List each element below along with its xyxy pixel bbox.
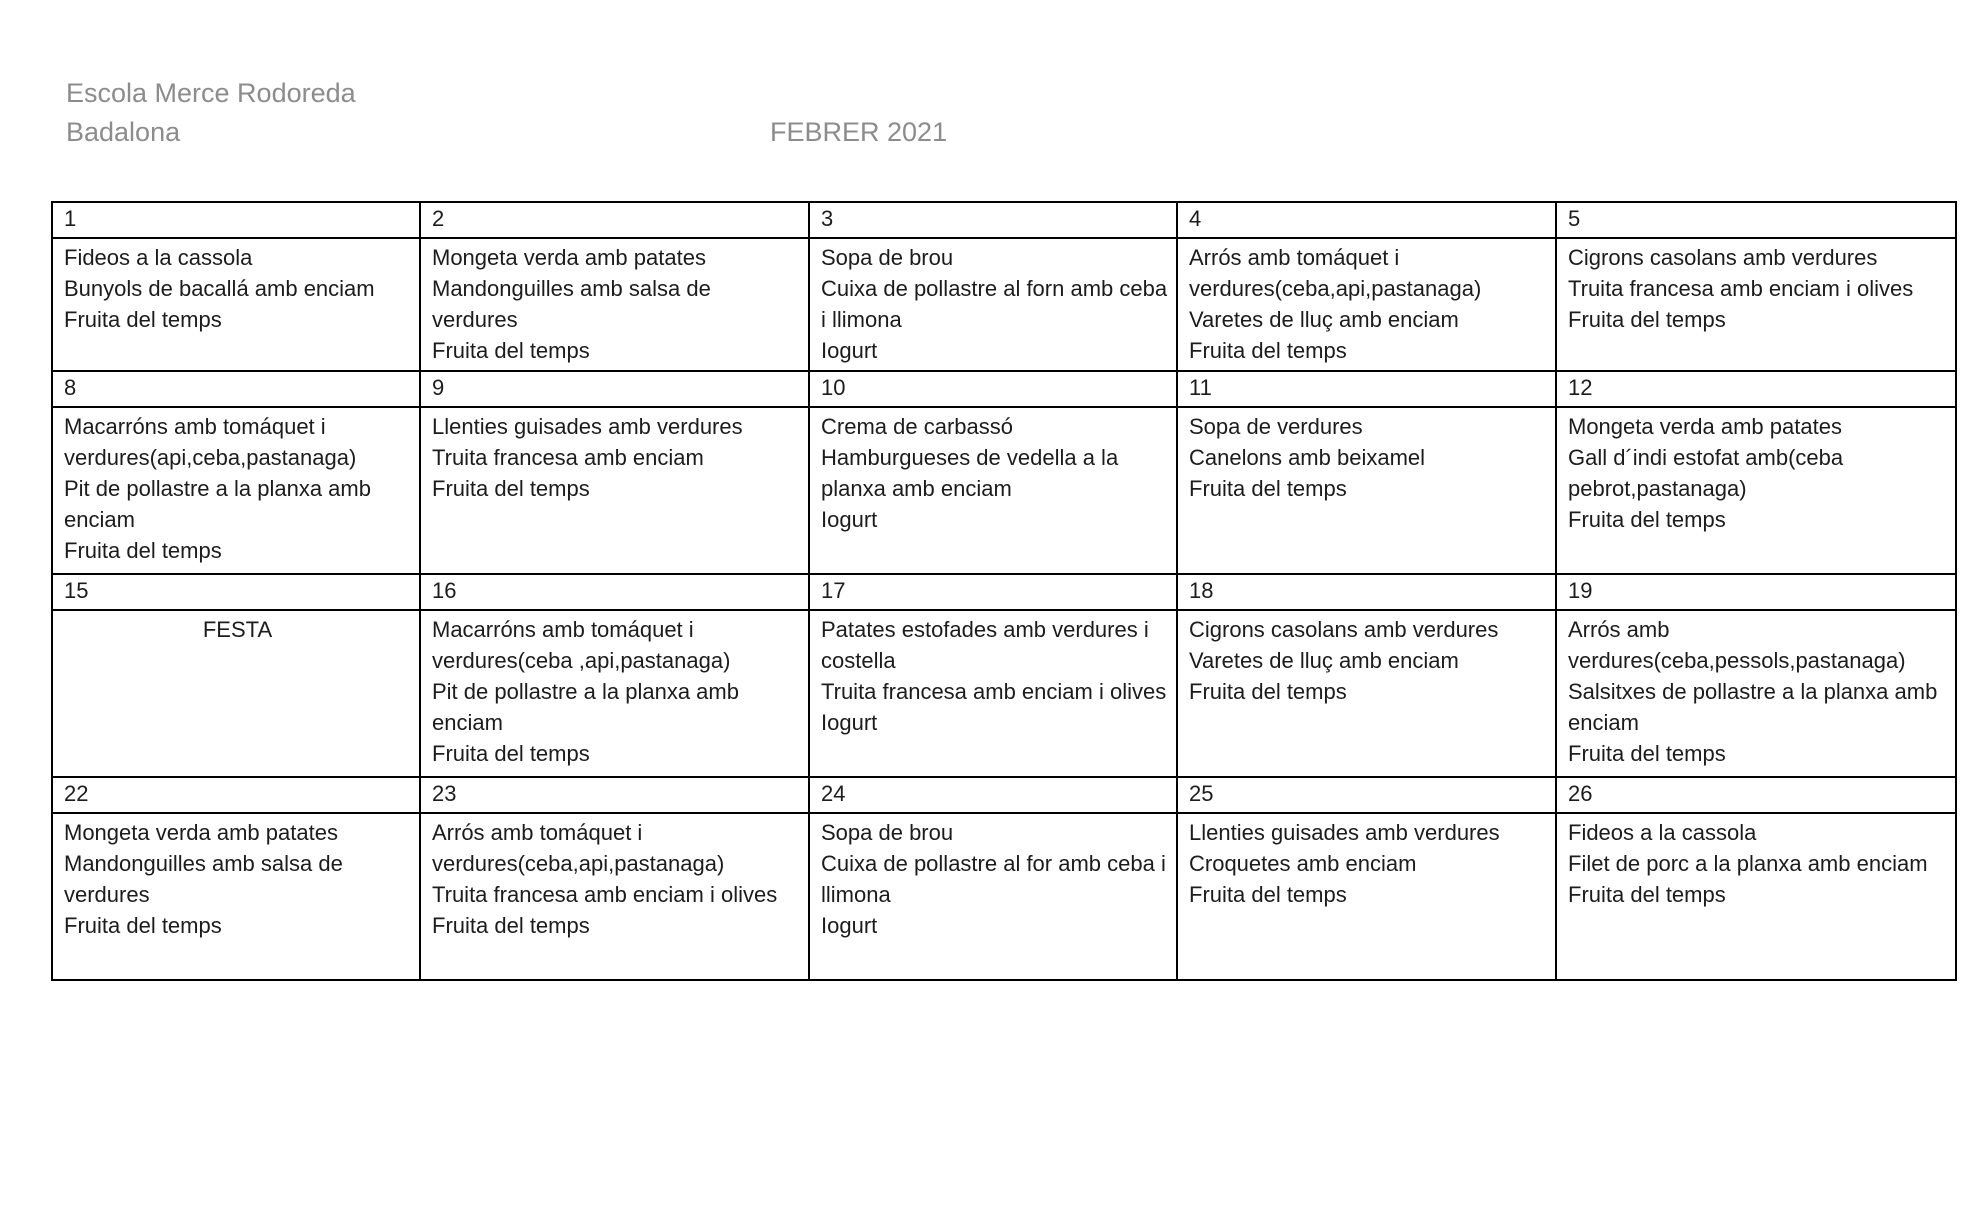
menu-item: Hamburgueses de vedella a la planxa amb enciam bbox=[821, 445, 1119, 501]
menu-cell-day9 bbox=[420, 407, 809, 574]
menu-item: Cuixa de pollastre al for amb ceba i llimona bbox=[821, 851, 1166, 907]
menu-item: Iogurt bbox=[821, 338, 878, 363]
menu-item: Fruita del temps bbox=[1568, 741, 1726, 766]
school-name: Escola Merce Rodoreda bbox=[66, 78, 356, 108]
menu-item: Macarróns amb tomáquet i verdures(api,ceba,pastanaga) bbox=[64, 414, 357, 470]
menu-item: Filet de porc a la planxa amb enciam bbox=[1568, 851, 1928, 876]
menu-item: Varetes de lluç amb enciam bbox=[1189, 648, 1459, 673]
menu-cell-day3 bbox=[809, 238, 1177, 371]
menu-cell-day2 bbox=[420, 238, 809, 371]
menu-cell-day4 bbox=[1177, 238, 1556, 371]
day-number-cell: 5 bbox=[1556, 202, 1956, 238]
day-number-cell: 24 bbox=[809, 777, 1177, 813]
menu-cell-day26 bbox=[1556, 813, 1956, 980]
menu-item: Fruita del temps bbox=[432, 338, 590, 363]
menu-item: Sopa de brou bbox=[821, 245, 954, 270]
menu-item: Varetes de lluç amb enciam bbox=[1189, 307, 1459, 332]
menu-cell-day17 bbox=[809, 610, 1177, 777]
menu-cell-day12 bbox=[1556, 407, 1956, 574]
menu-item: Salsitxes de pollastre a la planxa amb enciam bbox=[1568, 679, 1938, 735]
document-header bbox=[66, 74, 356, 152]
day-number-cell: 2 bbox=[420, 202, 809, 238]
menu-item: Fruita del temps bbox=[432, 913, 590, 938]
day-number-cell: 11 bbox=[1177, 371, 1556, 407]
day-number-cell: 18 bbox=[1177, 574, 1556, 610]
menu-item: Fruita del temps bbox=[64, 538, 222, 563]
day-number-cell: 25 bbox=[1177, 777, 1556, 813]
menu-item: Mandonguilles amb salsa de verdures bbox=[64, 851, 343, 907]
day-number-row-week3 bbox=[52, 574, 1956, 610]
menu-item: Pit de pollastre a la planxa amb enciam bbox=[64, 476, 371, 532]
day-number-cell: 23 bbox=[420, 777, 809, 813]
menu-item: Iogurt bbox=[821, 507, 878, 532]
menu-cell-day10 bbox=[809, 407, 1177, 574]
menu-item: Fruita del temps bbox=[1568, 507, 1726, 532]
menu-item: Sopa de verdures bbox=[1189, 414, 1363, 439]
day-number-cell: 4 bbox=[1177, 202, 1556, 238]
menu-item: Truita francesa amb enciam bbox=[432, 445, 704, 470]
day-number-cell: 3 bbox=[809, 202, 1177, 238]
day-number-cell: 9 bbox=[420, 371, 809, 407]
menu-cell-day15-festa bbox=[52, 610, 420, 777]
menu-item: Mongeta verda amb patates bbox=[432, 245, 706, 270]
menu-item: Fideos a la cassola bbox=[64, 245, 253, 270]
menu-row-week1 bbox=[52, 238, 1956, 371]
day-number-row-week4 bbox=[52, 777, 1956, 813]
menu-item: Iogurt bbox=[821, 710, 878, 735]
menu-item: Canelons amb beixamel bbox=[1189, 445, 1426, 470]
festa-label: FESTA bbox=[202, 617, 273, 642]
menu-item: Cuixa de pollastre al forn amb ceba i llimona bbox=[821, 276, 1168, 332]
menu-item: Croquetes amb enciam bbox=[1189, 851, 1417, 876]
menu-item: Sopa de brou bbox=[821, 820, 954, 845]
menu-cell-day11 bbox=[1177, 407, 1556, 574]
menu-cell-day16 bbox=[420, 610, 809, 777]
day-number-row-week1 bbox=[52, 202, 1956, 238]
menu-cell-day1 bbox=[52, 238, 420, 371]
menu-item: Cigrons casolans amb verdures bbox=[1568, 245, 1878, 270]
menu-item: Truita francesa amb enciam i olives bbox=[432, 882, 778, 907]
menu-cell-day5 bbox=[1556, 238, 1956, 371]
menu-item: Pit de pollastre a la planxa amb enciam bbox=[432, 679, 739, 735]
menu-item: Gall d´indi estofat amb(ceba pebrot,pastanaga) bbox=[1568, 445, 1844, 501]
day-number-cell: 26 bbox=[1556, 777, 1956, 813]
menu-cell-day22 bbox=[52, 813, 420, 980]
month-title: FEBRER 2021 bbox=[770, 117, 948, 147]
menu-item: Truita francesa amb enciam i olives bbox=[821, 679, 1167, 704]
school-city: Badalona bbox=[66, 117, 181, 147]
menu-item: Llenties guisades amb verdures bbox=[1189, 820, 1500, 845]
day-number-cell: 22 bbox=[52, 777, 420, 813]
menu-item: Cigrons casolans amb verdures bbox=[1189, 617, 1499, 642]
day-number-cell: 17 bbox=[809, 574, 1177, 610]
day-number-cell: 19 bbox=[1556, 574, 1956, 610]
menu-cell-day24 bbox=[809, 813, 1177, 980]
menu-calendar-table bbox=[51, 201, 1957, 981]
menu-cell-day19 bbox=[1556, 610, 1956, 777]
day-number-cell: 15 bbox=[52, 574, 420, 610]
day-number-cell: 12 bbox=[1556, 371, 1956, 407]
menu-item: Patates estofades amb verdures i costella bbox=[821, 617, 1149, 673]
menu-item: Mandonguilles amb salsa de verdures bbox=[432, 276, 711, 332]
menu-item: Arrós amb tomáquet i verdures(ceba,api,pastanaga) bbox=[432, 820, 725, 876]
menu-row-week4 bbox=[52, 813, 1956, 980]
menu-item: Truita francesa amb enciam i olives bbox=[1568, 276, 1914, 301]
menu-item: Fruita del temps bbox=[1568, 307, 1726, 332]
menu-item: Fruita del temps bbox=[64, 307, 222, 332]
menu-item: Arrós amb verdures(ceba,pessols,pastanaga) bbox=[1568, 617, 1906, 673]
menu-cell-day8 bbox=[52, 407, 420, 574]
menu-item: Fideos a la cassola bbox=[1568, 820, 1757, 845]
menu-row-week2 bbox=[52, 407, 1956, 574]
menu-item: Fruita del temps bbox=[64, 913, 222, 938]
menu-item: Iogurt bbox=[821, 913, 878, 938]
menu-item: Fruita del temps bbox=[432, 741, 590, 766]
menu-item: Fruita del temps bbox=[1189, 679, 1347, 704]
menu-cell-day23 bbox=[420, 813, 809, 980]
menu-item: Mongeta verda amb patates bbox=[64, 820, 338, 845]
menu-item: Fruita del temps bbox=[432, 476, 590, 501]
day-number-cell: 10 bbox=[809, 371, 1177, 407]
menu-cell-day18 bbox=[1177, 610, 1556, 777]
menu-cell-day25 bbox=[1177, 813, 1556, 980]
menu-item: Macarróns amb tomáquet i verdures(ceba ,api,pastanaga) bbox=[432, 617, 731, 673]
menu-item: Mongeta verda amb patates bbox=[1568, 414, 1842, 439]
day-number-cell: 8 bbox=[52, 371, 420, 407]
menu-item: Arrós amb tomáquet i verdures(ceba,api,pastanaga) bbox=[1189, 245, 1482, 301]
menu-item: Fruita del temps bbox=[1568, 882, 1726, 907]
menu-row-week3 bbox=[52, 610, 1956, 777]
menu-item: Fruita del temps bbox=[1189, 882, 1347, 907]
menu-item: Bunyols de bacallá amb enciam bbox=[64, 276, 375, 301]
menu-item: Fruita del temps bbox=[1189, 476, 1347, 501]
menu-item: Fruita del temps bbox=[1189, 338, 1347, 363]
day-number-cell: 1 bbox=[52, 202, 420, 238]
menu-item: Llenties guisades amb verdures bbox=[432, 414, 743, 439]
day-number-cell: 16 bbox=[420, 574, 809, 610]
menu-item: Crema de carbassó bbox=[821, 414, 1013, 439]
day-number-row-week2 bbox=[52, 371, 1956, 407]
